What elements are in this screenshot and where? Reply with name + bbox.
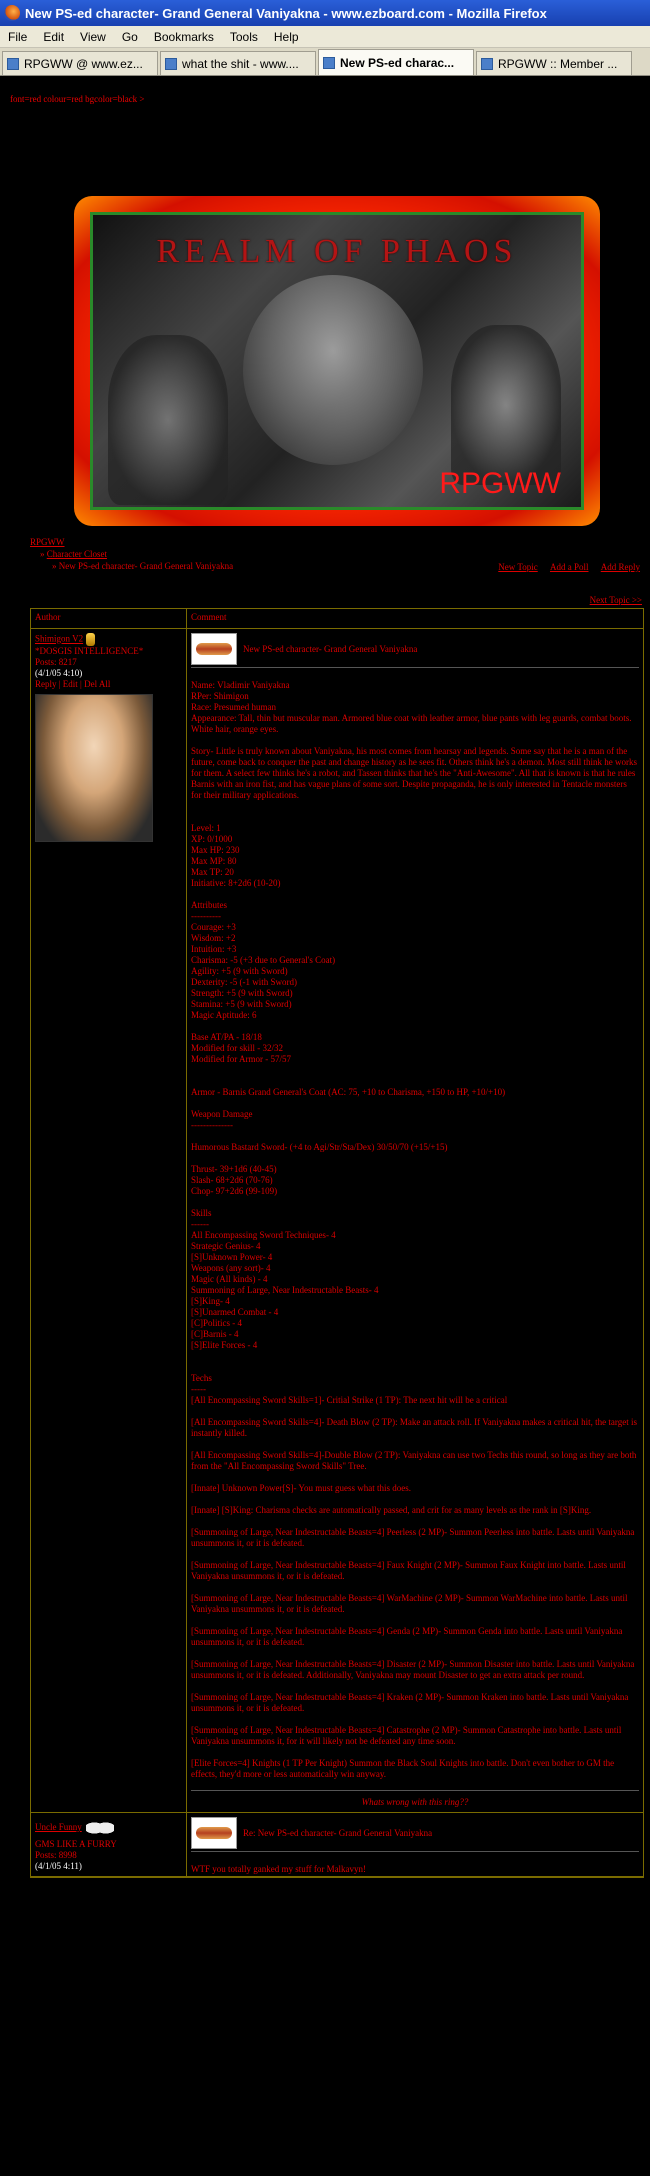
post-signature: Whats wrong with this ring?? [191, 1790, 639, 1808]
post-text: WTF you totally ganked my stuff for Malkavyn! [191, 1864, 367, 1874]
post-header [191, 633, 639, 668]
banner-brand: RPGWW [439, 467, 561, 500]
tab-rpgww[interactable] [2, 51, 158, 75]
author-rank: *DOSGIS INTELLIGENCE* [35, 646, 144, 656]
menu-help[interactable]: Help [273, 29, 299, 44]
window-title: New PS-ed character- Grand General Vaniyakna - www.ezboard.com - Mozilla Firefox [25, 5, 547, 21]
forum-banner [74, 196, 600, 526]
html-artifact-text: font=red colour=red bgcolor=black > [10, 94, 145, 104]
tab-label: RPGWW @ www.ez... [24, 56, 143, 71]
page-icon [323, 57, 335, 69]
banner-figure-left [108, 335, 228, 505]
post-text: Name: Vladimir Vaniyakna RPer: Shimigon Race: Presumed human Appearance: Tall, thin but muscular man. Armored blue coat with leather armor, blue pants with leg guards, combat boots. White hair, orange eyes. Story- Little is truly known about Vaniyakna, his most comes from hearsay and legends. Some say that he is a man of the future, come back to conquer the past and change history as he sees fit. Others think he's a demon. Most still think he works for them. A select few thinks he's a robot, and Tassen thinks that he's the "Anti-Awesome". All that is known is that he rules Barnis with an iron fist, and has vague plans of some sort. Despite propaganda, he is only interested in Tentacle monsters for their military applications. Level: 1 XP: 0/1000 Max HP: 230 Max MP: 80 Max TP: 20 Initiative: 8+2d6 (10-20) Attributes ---------- Courage: +3 Wisdom: +2 Intuition: +3 Charisma: -5 (+3 due to General's Coat) Agility: +5 (9 with Sword) Dexterity: -5 (-1 with Sword) Strength: +5 (9 with Sword) Stamina: +5 (9 with Sword) Magic Aptitude: 6 Base AT/PA - 18/18 Modified for skill - 32/32 Modified for Armor - 57/57 Armor - Barnis Grand General's Coat (AC: 75, +10 to Charisma, +150 to HP, +10/+10) Weapon Damage -------------- Humorous Bastard Sword- (+4 to Agi/Str/Sta/Dex) 30/50/70 (+15/+15) Thrust- 39+1d6 (40-45) Slash- 68+2d6 (70-76) Chop- 97+2d6 (99-109) Skills ------ All Encompassing Sword Techniques- 4 Strategic Genius- 4 [S]Unknown Power- 4 Weapons (any sort)- 4 Magic (All kinds) - 4 Summoning of Large, Near Indestructable Beasts- 4 [S]King- 4 [S]Unarmed Combat - 4 [C]Politics - 4 [C]Barnis - 4 [S]Elite Forces - 4 Techs ----- [All Encompassing Sword Skills=1]- Critial Strike (1 TP): The next hit will be a critical [All Encompassing Sword Skills=4]- Death Blow (2 TP): Make an attack roll. If Vaniyakna makes a critical hit, the target is instantly killed. [All Encompassing Sword Skills=4]-Double Blow (2 TP): Vaniyakna can use two Techs this round, so long as they are both from the "All Encompassing Sword Skills" Tree. [Innate] Unknown Power[S]- You must guess what this does. [Innate] [S]King: Charisma checks are automatically passed, and crit for as many levels as the rank in [S]King. [Summoning of Large, Near Indestructable Beasts=4] Peerless (2 MP)- Summon Peerless into battle. Lasts until Vaniyakna unsummons it, or it is defeated. [Summoning of Large, Near Indestructable Beasts=4] Faux Knight (2 MP)- Summon Faux Knight into battle. Lasts until Vaniyakna unsummons it, or it is defeated. [Summoning of Large, Near Indestructable Beasts=4] WarMachine (2 MP)- Summon WarMachine into battle. Lasts until Vaniyakna unsummons it, or it is defeated. [Summoning of Large, Near Indestructable Beasts=4] Genda (2 MP)- Summon Genda into battle. Lasts until Vaniyakna unsummons it, or it is defeated. [Summoning of Large, Near Indestructable Beasts=4] Disaster (2 MP)- Summon Disaster into battle. Lasts until Vaniyakna unsummons it, or it is defeated. Additionally, Vaniyakna may mount Disaster to get an extra attack per round. [Summoning of Large, Near Indestructable Beasts=4] Kraken (2 MP)- Summon Kraken into battle. Lasts until Vaniyakna unsummons it, or it is defeated. [Summoning of Large, Near Indestructable Beasts=4] Catastrophe (2 MP)- Summon Catastrophe into battle. Lasts until Vaniyakna unsummons it, for it will likely not be defeated any time soon. [Elite Forces=4] Knights (1 TP Per Knight) Summon the Black Soul Knights into battle. Don't even bother to GM the effects, they'd more or less automatically win anyway. [191, 680, 638, 1779]
menu-go[interactable]: Go [121, 29, 138, 44]
hotdog-icon [191, 1817, 237, 1849]
author-rank: GMS LIKE A FURRY [35, 1839, 117, 1849]
author-name-link[interactable]: Shimigon V2 [35, 633, 84, 644]
post-date: (4/1/05 4:10) [35, 668, 83, 678]
post-author-cell [31, 629, 187, 1812]
menu-edit[interactable]: Edit [43, 29, 65, 44]
avatar [35, 694, 153, 842]
window-titlebar [0, 0, 650, 26]
rank-icon [86, 633, 95, 646]
tab-member[interactable] [476, 51, 632, 75]
author-column-header: Author [31, 609, 187, 628]
banner-figure-right [451, 325, 561, 485]
comment-column-header: Comment [191, 612, 227, 622]
breadcrumb-character-closet[interactable]: Character Closet [46, 549, 107, 559]
firefox-icon [4, 5, 20, 21]
add-reply-link[interactable]: Add Reply [600, 562, 640, 572]
post-links[interactable]: Reply | Edit | Del All [35, 679, 111, 689]
banner-face [243, 275, 423, 465]
new-topic-link[interactable]: New Topic [498, 562, 538, 572]
menu-file[interactable]: File [8, 29, 28, 44]
menu-bookmarks[interactable]: Bookmarks [153, 29, 214, 44]
banner-image [90, 212, 584, 510]
post-row [31, 1813, 643, 1877]
page-content [0, 76, 650, 2176]
post-row [31, 629, 643, 1813]
post-subject: Re: New PS-ed character- Grand General Vaniyakna [243, 1827, 433, 1838]
post-header [191, 1817, 639, 1852]
breadcrumb: RPGWW » Character Closet » New PS-ed character- Grand General Vaniyakna [30, 537, 234, 571]
author-name-link[interactable]: Uncle Funny [35, 1822, 82, 1833]
tab-label: RPGWW :: Member ... [498, 56, 618, 71]
banner-title: REALM OF PHAOS [156, 233, 518, 270]
breadcrumb-rpgww[interactable]: RPGWW [30, 537, 65, 547]
table-header [31, 609, 643, 629]
add-poll-link[interactable]: Add a Poll [549, 562, 589, 572]
posts-table [30, 608, 644, 1878]
post-date: (4/1/05 4:11) [35, 1861, 82, 1871]
tab-what[interactable] [160, 51, 316, 75]
tab-label: New PS-ed charac... [340, 55, 455, 70]
menu-tools[interactable]: Tools [229, 29, 258, 44]
next-topic-link[interactable]: Next Topic >> [589, 595, 642, 605]
post-author-cell [31, 1813, 187, 1876]
page-icon [165, 58, 177, 70]
tab-label: what the shit - www.... [182, 56, 299, 71]
menu-bar [0, 26, 650, 48]
author-post-count: Posts: 8217 [35, 657, 77, 667]
wings-icon [86, 1817, 114, 1839]
post-body-cell [187, 629, 643, 1812]
post-subject: New PS-ed character- Grand General Vaniyakna [243, 643, 418, 654]
author-post-count: Posts: 8998 [35, 1850, 77, 1860]
breadcrumb-current-topic: New PS-ed character- Grand General Vaniyakna [58, 561, 234, 571]
topic-actions [488, 562, 640, 572]
tab-new-ps-ed[interactable] [318, 49, 474, 75]
page-icon [7, 58, 19, 70]
page-icon [481, 58, 493, 70]
tab-bar [0, 48, 650, 76]
hotdog-icon [191, 633, 237, 665]
menu-view[interactable]: View [80, 29, 106, 44]
post-body-cell [187, 1813, 643, 1875]
